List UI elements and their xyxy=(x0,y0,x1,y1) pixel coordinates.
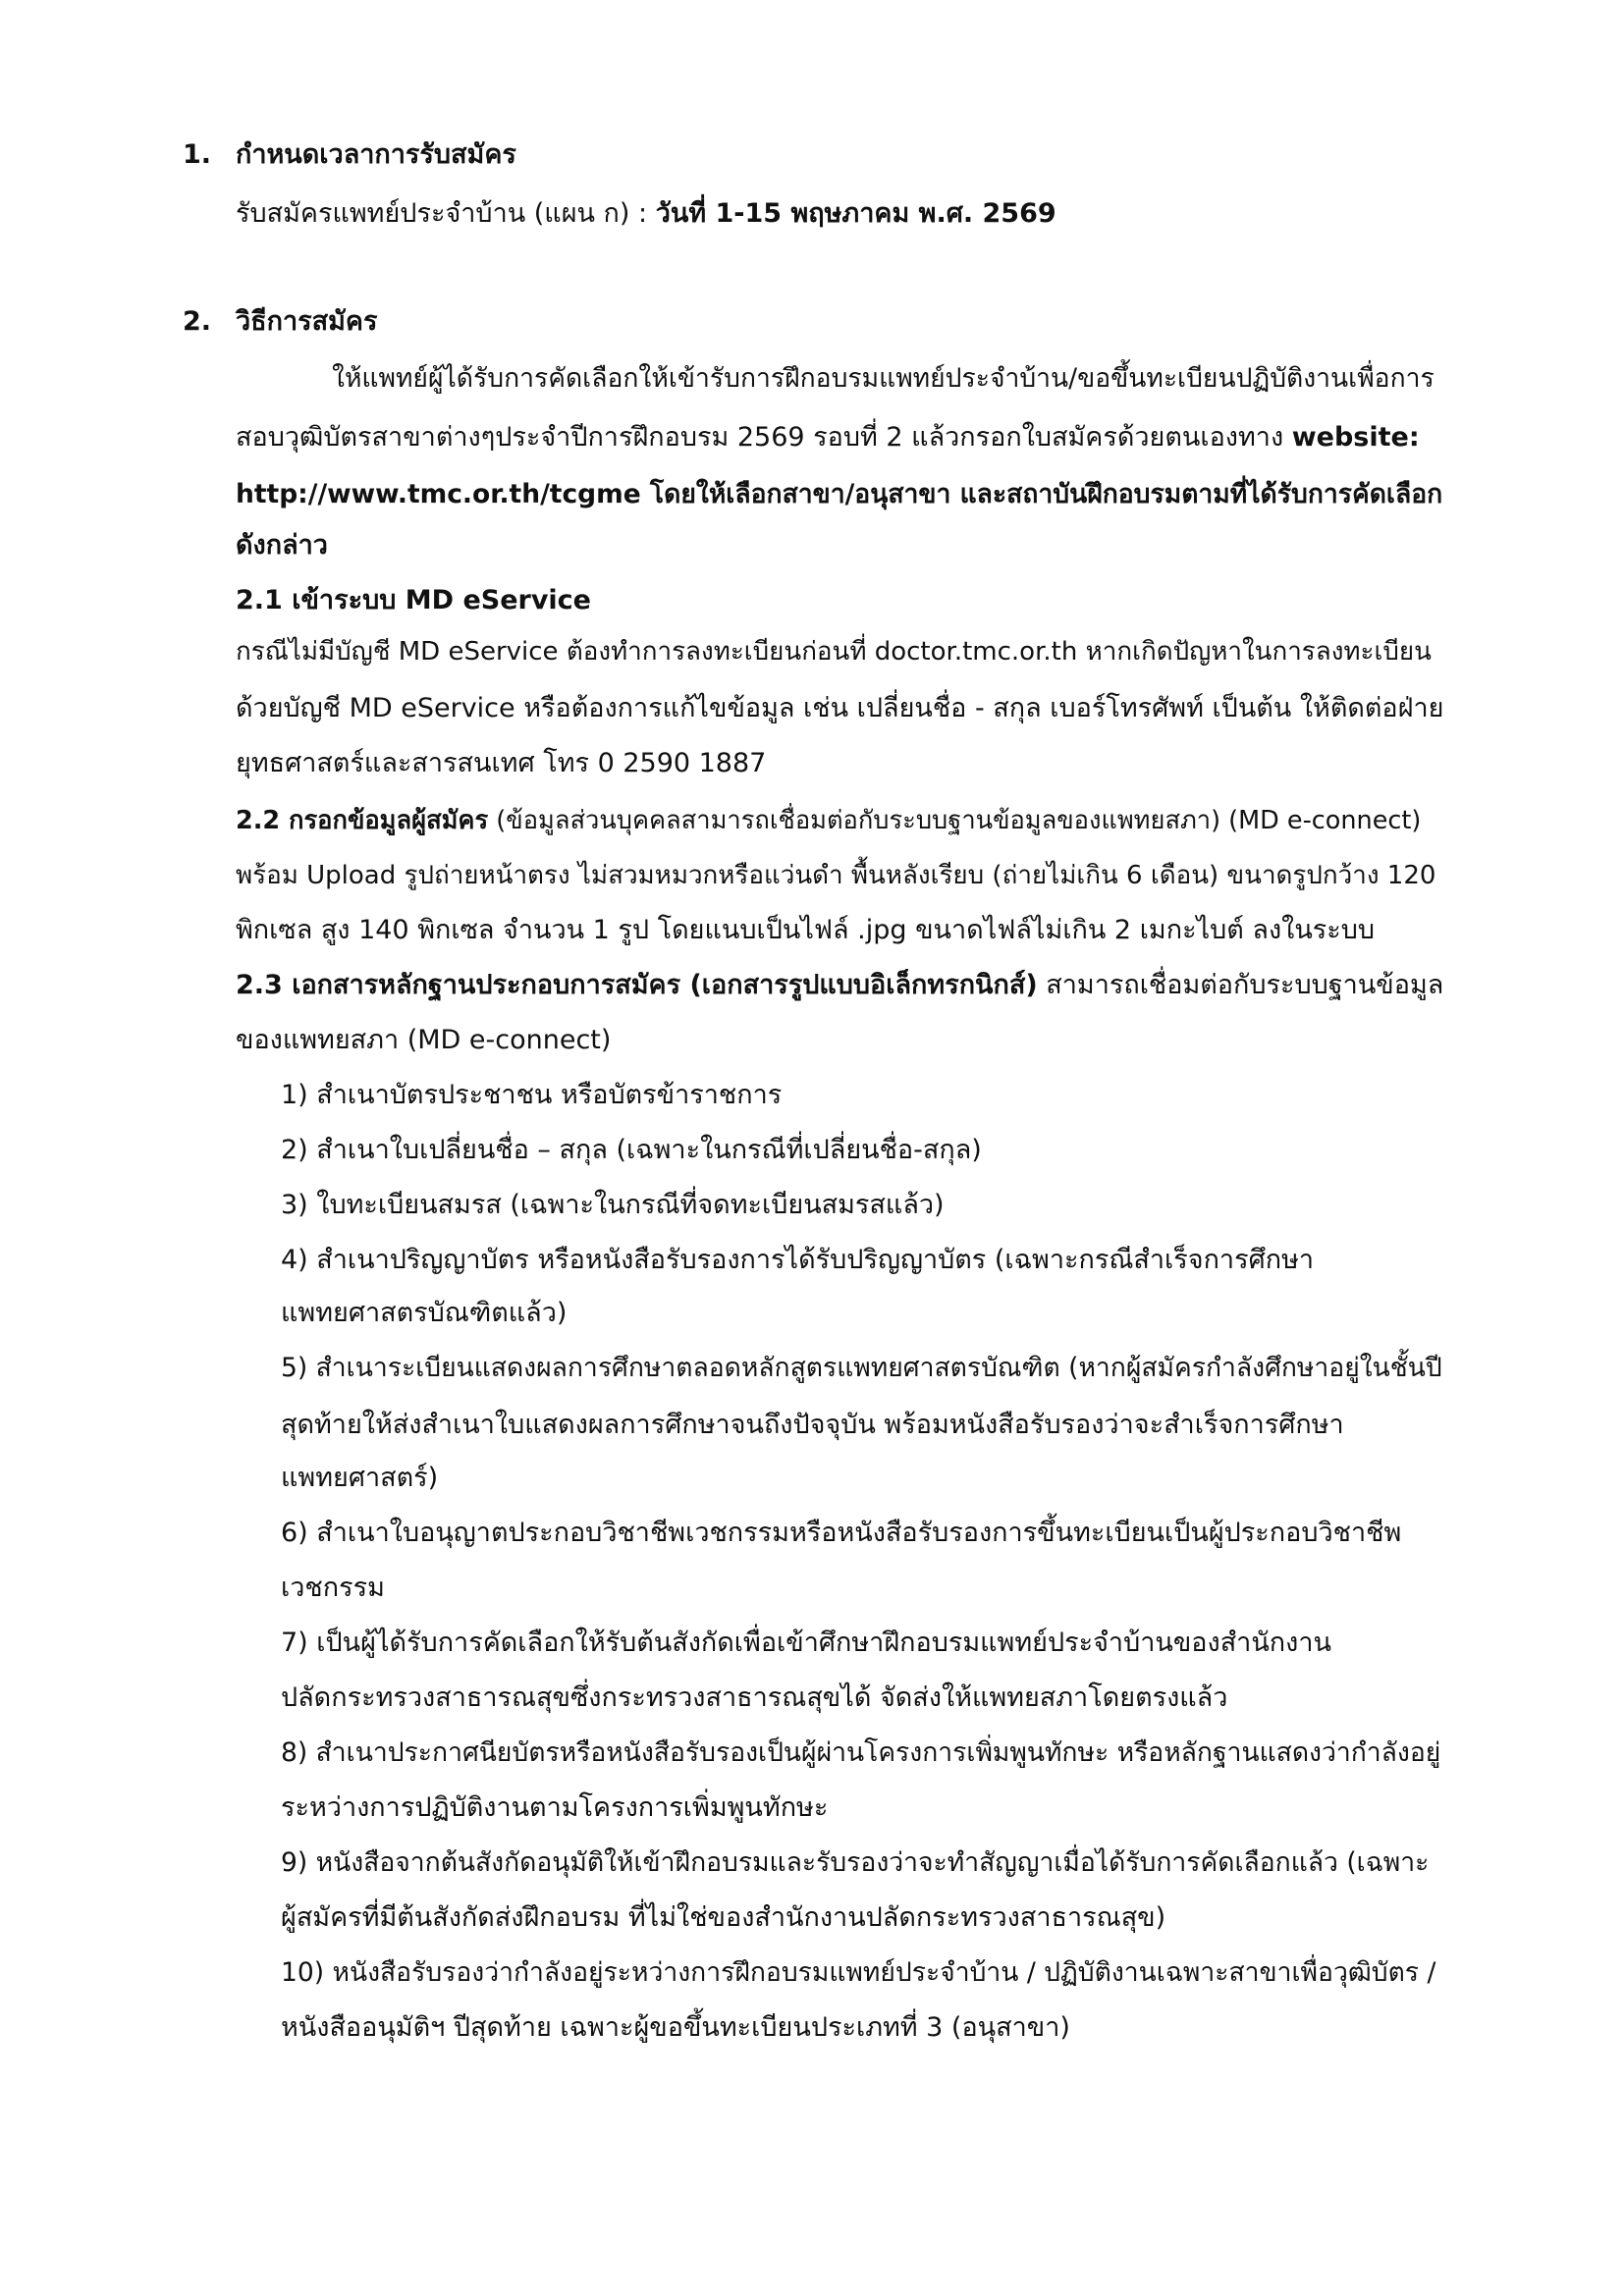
section-2-intro-line-2 xyxy=(236,418,1420,457)
section-2-intro-line-1: ให้แพทย์ผู้ได้รับการคัดเลือกให้เข้ารับการฝึกอบรมแพทย์ประจำบ้าน/ขอขึ้นทะเบียนปฏิบัติงานเพื่อการ xyxy=(332,363,1435,394)
sub-2-3-heading: 2.3 เอกสารหลักฐานประกอบการสมัคร (เอกสารรูปแบบอิเล็กทรกนิกส์) xyxy=(236,970,1038,1000)
sub-2-1-line-1: กรณีไม่มีบัญชี MD eService ต้องทำการลงทะเบียนก่อนที่ doctor.tmc.or.th หากเกิดปัญหาในการลงทะเบียน xyxy=(236,637,1432,667)
sub-2-1-line-3: ยุทธศาสตร์และสารสนเทศ โทร 0 2590 1887 xyxy=(236,748,767,778)
list-item-6-line-1: 6) สำเนาใบอนุญาตประกอบวิชาชีพเวชกรรมหรือหนังสือรับรองการขึ้นทะเบียนเป็นผู้ประกอบวิชาชีพ xyxy=(281,1518,1402,1548)
section-2-intro-line-2-text: สอบวุฒิบัตรสาขาต่างๆประจำปีการฝึกอบรม 2569 รอบที่ 2 แล้วกรอกใบสมัครด้วยตนเองทาง xyxy=(236,422,1292,453)
list-item-10-line-1: 10) หนังสือรับรองว่ากำลังอยู่ระหว่างการฝึกอบรมแพทย์ประจำบ้าน / ปฏิบัติงานเฉพาะสาขาเพื่อวุฒิบัตร / xyxy=(281,1957,1436,1988)
list-item-10-line-2: หนังสืออนุมัติฯ ปีสุดท้าย เฉพาะผู้ขอขึ้นทะเบียนประเภทที่ 3 (อนุสาขา) xyxy=(281,2012,1070,2043)
sub-2-1-heading: 2.1 เข้าระบบ MD eService xyxy=(236,585,591,615)
list-item-5-line-3: แพทยศาสตร์) xyxy=(281,1463,439,1493)
sub-2-2-line-2: พร้อม Upload รูปถ่ายหน้าตรง ไม่สวมหมวกหรือแว่นดำ พื้นหลังเรียบ (ถ่ายไม่เกิน 6 เดือน) ขนาดรูปกว้าง 120 xyxy=(236,861,1436,890)
section-1-date: วันที่ 1-15 พฤษภาคม พ.ศ. 2569 xyxy=(655,198,1056,229)
list-item-8-line-1: 8) สำเนาประกาศนียบัตรหรือหนังสือรับรองเป็นผู้ผ่านโครงการเพิ่มพูนทักษะ หรือหลักฐานแสดงว่ากำลังอยู่ xyxy=(281,1737,1441,1768)
section-2-heading: วิธีการสมัคร xyxy=(236,306,378,337)
sub-2-2-line-3: พิกเซล สูง 140 พิกเซล จำนวน 1 รูป โดยแนบเป็นไฟล์ .jpg ขนาดไฟล์ไม่เกิน 2 เมกะไบต์ ลงในระบบ xyxy=(236,915,1376,945)
section-1-number: 1. xyxy=(183,139,212,170)
section-1-line-prefix: รับสมัครแพทย์ประจำบ้าน (แผน ก) : xyxy=(236,198,656,229)
list-item-2: 2) สำเนาใบเปลี่ยนชื่อ – สกุล (เฉพาะในกรณีที่เปลี่ยนชื่อ-สกุล) xyxy=(281,1135,982,1165)
section-2-intro-line-3: http://www.tmc.or.th/tcgme โดยให้เลือกสาขา/อนุสาขา และสถาบันฝึกอบรมตามที่ได้รับการคัดเลือก xyxy=(236,479,1443,509)
section-1-line xyxy=(236,194,1056,234)
list-item-5-line-1: 5) สำเนาระเบียนแสดงผลการศึกษาตลอดหลักสูตรแพทยศาสตรบัณฑิต (หากผู้สมัครกำลังศึกษาอยู่ในชั้นปี xyxy=(281,1353,1442,1383)
sub-2-3-line-2: ของแพทยสภา (MD e-connect) xyxy=(236,1025,612,1055)
list-item-4-line-2: แพทยศาสตรบัณฑิตแล้ว) xyxy=(281,1298,568,1328)
list-item-1: 1) สำเนาบัตรประชาชน หรือบัตรข้าราชการ xyxy=(281,1080,783,1110)
sub-2-2-line-1 xyxy=(236,801,1421,840)
section-2-intro-website-label: website: xyxy=(1291,422,1420,453)
list-item-3: 3) ใบทะเบียนสมรส (เฉพาะในกรณีที่จดทะเบียนสมรสแล้ว) xyxy=(281,1190,945,1220)
list-item-4-line-1: 4) สำเนาปริญญาบัตร หรือหนังสือรับรองการได้รับปริญญาบัตร (เฉพาะกรณีสำเร็จการศึกษา xyxy=(281,1245,1315,1275)
section-1-heading: กำหนดเวลาการรับสมัคร xyxy=(236,139,516,170)
sub-2-2-heading: 2.2 กรอกข้อมูลผู้สมัคร xyxy=(236,806,489,835)
sub-2-1-line-2: ด้วยบัญชี MD eService หรือต้องการแก้ไขข้อมูล เช่น เปลี่ยนชื่อ - สกุล เบอร์โทรศัพท์ เป็นต้น ให้ติดต่อฝ่าย xyxy=(236,693,1444,723)
list-item-7-line-1: 7) เป็นผู้ได้รับการคัดเลือกให้รับต้นสังกัดเพื่อเข้าศึกษาฝึกอบรมแพทย์ประจำบ้านของสำนักงาน xyxy=(281,1628,1331,1658)
list-item-7-line-2: ปลัดกระทรวงสาธารณสุขซึ่งกระทรวงสาธารณสุขได้ จัดส่งให้แพทยสภาโดยตรงแล้ว xyxy=(281,1682,1228,1713)
sub-2-2-line-1-rest: (ข้อมูลส่วนบุคคลสามารถเชื่อมต่อกับระบบฐานข้อมูลของแพทยสภา) (MD e-connect) xyxy=(488,806,1422,835)
section-2-intro-line-4: ดังกล่าว xyxy=(236,530,328,561)
section-2-number: 2. xyxy=(183,306,212,337)
list-item-9-line-2: ผู้สมัครที่มีต้นสังกัดส่งฝึกอบรม ที่ไม่ใช่ของสำนักงานปลัดกระทรวงสาธารณสุข) xyxy=(281,1902,1166,1933)
list-item-6-line-2: เวชกรรม xyxy=(281,1573,385,1603)
list-item-8-line-2: ระหว่างการปฏิบัติงานตามโครงการเพิ่มพูนทักษะ xyxy=(281,1792,829,1823)
list-item-5-line-2: สุดท้ายให้ส่งสำเนาใบแสดงผลการศึกษาจนถึงปัจจุบัน พร้อมหนังสือรับรองว่าจะสำเร็จการศึกษา xyxy=(281,1410,1344,1440)
sub-2-3-line-1 xyxy=(236,966,1443,1005)
list-item-9-line-1: 9) หนังสือจากต้นสังกัดอนุมัติให้เข้าฝึกอบรมและรับรองว่าจะทำสัญญาเมื่อได้รับการคัดเลือกแล้ว (เฉพาะ xyxy=(281,1847,1430,1878)
sub-2-3-line-1-rest: สามารถเชื่อมต่อกับระบบฐานข้อมูล xyxy=(1037,970,1444,1000)
